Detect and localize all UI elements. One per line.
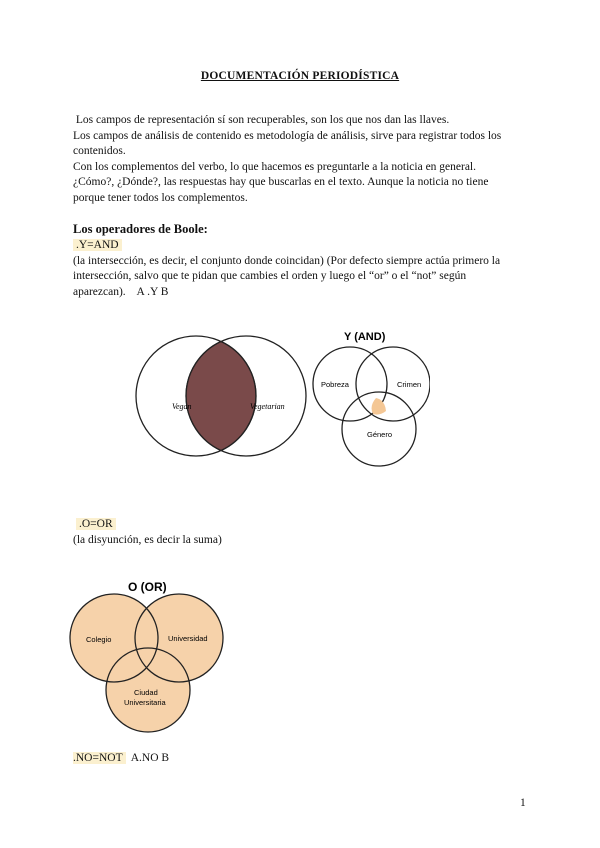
or-desc: (la disyunción, es decir la suma) (73, 533, 222, 546)
intro-line-3: contenidos. (73, 145, 126, 157)
not-tail: A.NO B (125, 752, 170, 764)
intro-paragraph (73, 113, 535, 206)
universitaria-label: Universitaria (124, 698, 166, 707)
intro-line-2: Los campos de análisis de contenido es metodología de análisis, sirve para registrar todos los (73, 129, 502, 142)
or-label: .O=OR (76, 518, 116, 530)
genero-label: Género (367, 430, 393, 439)
vegetarian-label: Vegetarian (250, 402, 285, 411)
page-number: 1 (520, 797, 526, 809)
or-diagram-title: O (OR) (128, 580, 167, 594)
or-section (73, 517, 535, 548)
vegan-vegetarian-venn-diagram (134, 330, 312, 460)
intro-line-1: Los campos de representación sí son recuperables, son los que nos dan las llaves. (73, 114, 450, 126)
pobreza-label: Pobreza (321, 380, 349, 389)
crimen-label: Crimen (397, 380, 422, 389)
colegio-label: Colegio (86, 635, 112, 644)
document-title: DOCUMENTACIÓN PERIODÍSTICA (200, 70, 400, 82)
universidad-label: Universidad (168, 634, 208, 643)
and-section (73, 238, 535, 300)
ciudad-label: Ciudad (134, 688, 158, 697)
intro-line-4: Con los complementos del verbo, lo que hacemos es preguntarle a la noticia en general. (73, 160, 477, 173)
and-desc-line-1: (la intersección, es decir, el conjunto donde coincidan) (Por defecto siempre actúa primero la (73, 254, 501, 267)
and-desc-line-3: aparezcan). A .Y B (73, 285, 169, 298)
and-label: .Y=AND (73, 239, 122, 251)
and-venn-diagram (300, 325, 430, 473)
vegan-label: Vegan (172, 402, 192, 411)
intro-line-5: ¿Cómo?, ¿Dónde?, las respuestas hay que buscarlas en el texto. Aunque la noticia no tiene (73, 176, 489, 188)
or-venn-diagram (68, 575, 254, 735)
boole-heading: Los operadores de Boole: (73, 222, 208, 236)
not-label: .NO=NOT (73, 752, 126, 764)
and-desc-line-2: intersección, salvo que te pidan que cambies el orden y luego el “or” o el “not” según (73, 270, 467, 282)
and-diagram-title: Y (AND) (344, 331, 386, 343)
intro-line-6: porque tener todos los complementos. (73, 191, 248, 204)
not-section (73, 751, 535, 767)
